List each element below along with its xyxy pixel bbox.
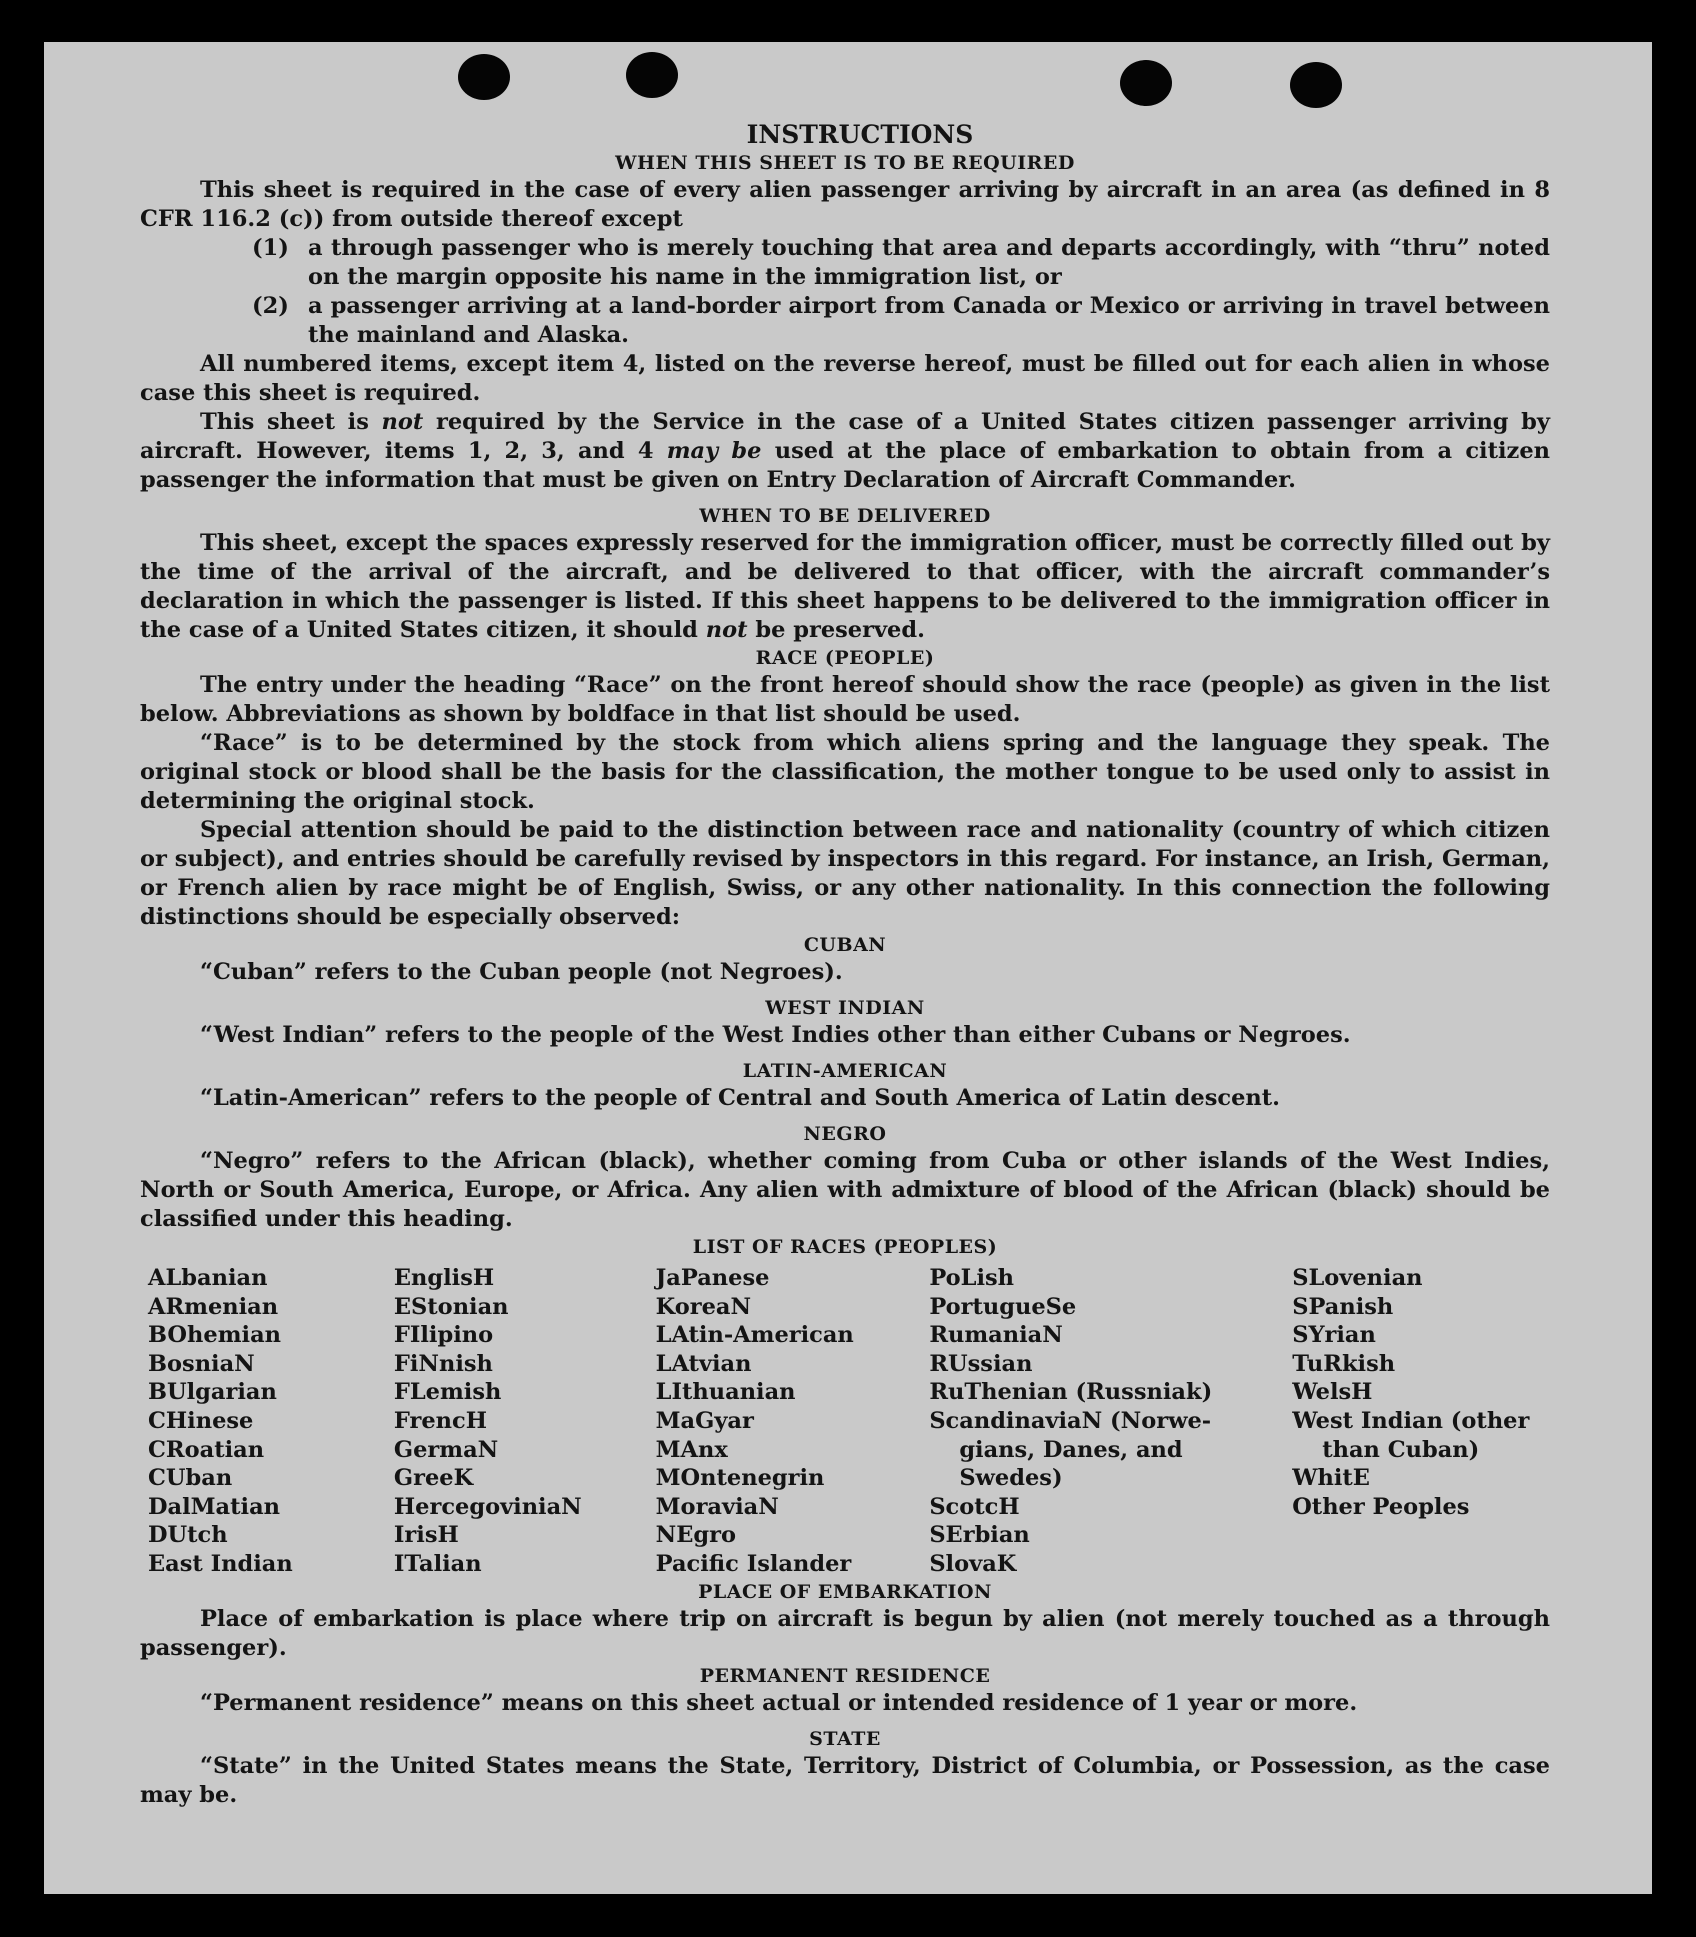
race-item: SYrian — [1292, 1322, 1376, 1349]
race-item: RuThenian (Russniak) — [929, 1379, 1213, 1406]
paragraph: The entry under the heading “Race” on the front hereof should show the race (people) as given in the list below. Abbreviations as shown by boldface in that list should be used. — [140, 672, 1550, 727]
instructions-text — [140, 120, 1550, 1810]
paragraph: “Race” is to be determined by the stock from which aliens spring and the language they speak. The original stock or blood shall be the basis for the classification, the mother tongue to be used only to assist in determining the original stock. — [140, 730, 1550, 814]
race-item: MAnx — [655, 1436, 728, 1463]
race-item: than Cuban) — [1322, 1436, 1480, 1463]
definition: “State” in the United States means the State, Territory, District of Columbia, or Possession, as the case may be. — [140, 1752, 1550, 1808]
list-item: (2) a passenger arriving at a land-border airport from Canada or Mexico or arriving in travel between the mainland and Alaska. — [252, 293, 1550, 348]
race-item: JaPanese — [655, 1265, 770, 1291]
list-item: (1) a through passenger who is merely touching that area and departs accordingly, with “thru” noted on the margin opposite his name in the immigration list, or — [252, 235, 1550, 290]
race-item: EStonian — [393, 1293, 509, 1320]
heading-when-delivered: WHEN TO BE DELIVERED — [699, 505, 991, 527]
definition: “Negro” refers to the African (black), whether coming from Cuba or other islands of the West Indies, North or South America, Europe, or Africa. Any alien with admixture of blood of the African (black) should be classified under this heading. — [140, 1148, 1550, 1232]
race-column — [929, 1264, 1292, 1579]
race-item: East Indian — [148, 1550, 293, 1577]
punch-hole — [458, 54, 510, 100]
race-item: FLemish — [393, 1379, 502, 1406]
race-item: RumaniaN — [929, 1322, 1063, 1349]
race-item: FIlipino — [393, 1322, 494, 1349]
race-item: CHinese — [148, 1407, 254, 1434]
race-item: FiNnish — [393, 1350, 493, 1377]
definition: Place of embarkation is place where trip on aircraft is begun by alien (not merely touched as a through passenger). — [140, 1605, 1550, 1661]
definition: “West Indian” refers to the people of the West Indies other than either Cubans or Negroes. — [200, 1022, 1351, 1048]
race-item: ALbanian — [148, 1265, 268, 1291]
race-item: GermaN — [393, 1436, 499, 1463]
race-item: LAtvian — [655, 1350, 752, 1377]
race-column — [1292, 1264, 1550, 1579]
race-item: SErbian — [929, 1522, 1030, 1549]
heading-cuban: CUBAN — [803, 934, 887, 956]
race-column — [394, 1264, 656, 1579]
page-title: INSTRUCTIONS — [746, 120, 974, 149]
race-item: IrisH — [393, 1522, 459, 1549]
paragraph: This sheet is required in the case of every alien passenger arriving by aircraft in an area (as defined in 8 CFR 116.2 (c)) from outside thereof except — [140, 177, 1550, 232]
race-item: PortugueSe — [929, 1293, 1077, 1320]
heading-latin-american: LATIN-AMERICAN — [742, 1060, 948, 1082]
paragraph: This sheet is not required by the Service in the case of a United States citizen passenger arriving by aircraft. However, items 1, 2, 3, and 4 may be used at the place of embarkation to obtain from a citizen passenger the information that must be given on Entry Declaration of Aircraft Commander. — [140, 409, 1550, 493]
race-item: SPanish — [1292, 1293, 1394, 1320]
race-item: CRoatian — [148, 1436, 265, 1463]
race-item: NEgro — [655, 1522, 736, 1549]
race-item: FrencH — [393, 1407, 487, 1434]
race-item: GreeK — [393, 1465, 474, 1492]
paragraph: This sheet, except the spaces expressly reserved for the immigration officer, must be correctly filled out by the time of the arrival of the aircraft, and be delivered to that officer, with the aircraft commander’s declaration in which the passenger is listed. If this sheet happens to be delivered to the immigration officer in the case of a United States citizen, it should not be preserved. — [140, 530, 1550, 643]
punch-hole — [1290, 62, 1342, 108]
race-item: ScotcH — [929, 1493, 1020, 1520]
race-item: DalMatian — [148, 1493, 281, 1520]
race-list — [148, 1264, 1550, 1579]
race-item: ARmenian — [148, 1293, 279, 1320]
race-item: Pacific Islander — [655, 1550, 852, 1577]
heading-west-indian: WEST INDIAN — [765, 997, 925, 1019]
race-item: MOntenegrin — [655, 1465, 825, 1492]
race-item: Swedes) — [959, 1465, 1063, 1492]
heading-race: RACE (PEOPLE) — [755, 647, 935, 669]
heading-permanent-residence: PERMANENT RESIDENCE — [699, 1664, 991, 1687]
definition: “Cuban” refers to the Cuban people (not Negroes). — [200, 959, 843, 985]
race-item: gians, Danes, and — [959, 1436, 1183, 1463]
race-column — [656, 1264, 930, 1579]
document-sheet — [44, 42, 1652, 1894]
race-item: KoreaN — [655, 1293, 752, 1320]
definition: “Latin-American” refers to the people of Central and South America of Latin descent. — [200, 1085, 1280, 1111]
paragraph: All numbered items, except item 4, listed on the reverse hereof, must be filled out for each alien in whose case this sheet is required. — [140, 351, 1550, 406]
race-item: DUtch — [148, 1522, 228, 1549]
race-item: RUssian — [929, 1350, 1033, 1377]
race-item: BosniaN — [148, 1350, 255, 1377]
race-item: BOhemian — [148, 1322, 282, 1349]
race-column — [148, 1264, 394, 1579]
race-item: MoraviaN — [655, 1493, 779, 1520]
race-item: ScandinaviaN (Norwe- — [929, 1407, 1212, 1434]
race-item: WelsH — [1292, 1379, 1373, 1406]
race-item: EnglisH — [393, 1265, 495, 1291]
heading-list-of-races: LIST OF RACES (PEOPLES) — [692, 1236, 998, 1258]
heading-place-of-embarkation: PLACE OF EMBARKATION — [698, 1580, 992, 1603]
race-item: West Indian (other — [1292, 1407, 1530, 1434]
punch-hole — [626, 52, 678, 98]
race-item: ITalian — [393, 1550, 482, 1577]
heading-when-required: WHEN THIS SHEET IS TO BE REQUIRED — [615, 152, 1075, 174]
race-item: CUban — [148, 1465, 233, 1492]
race-item: HercegoviniaN — [393, 1493, 582, 1520]
race-item: MaGyar — [655, 1407, 754, 1434]
race-item: PoLish — [929, 1265, 1015, 1291]
race-item: SlovaK — [929, 1550, 1017, 1577]
race-item: SLovenian — [1292, 1265, 1423, 1291]
race-item: LIthuanian — [655, 1379, 796, 1406]
race-item: BUlgarian — [148, 1379, 277, 1406]
punch-hole — [1120, 60, 1172, 106]
heading-negro: NEGRO — [803, 1123, 887, 1145]
paragraph: Special attention should be paid to the distinction between race and nationality (country of which citizen or subject), and entries should be carefully revised by inspectors in this regard. For instance, an Irish, German, or French alien by race might be of English, Swiss, or any other nationality. In this connection the following distinctions should be especially observed: — [140, 817, 1550, 930]
race-item: WhitE — [1292, 1465, 1370, 1492]
definition: “Permanent residence” means on this sheet actual or intended residence of 1 year or more. — [200, 1689, 1358, 1716]
race-item: Other Peoples — [1292, 1493, 1470, 1520]
heading-state: STATE — [809, 1727, 881, 1750]
race-item: TuRkish — [1292, 1350, 1396, 1377]
race-item: LAtin-American — [655, 1322, 854, 1349]
